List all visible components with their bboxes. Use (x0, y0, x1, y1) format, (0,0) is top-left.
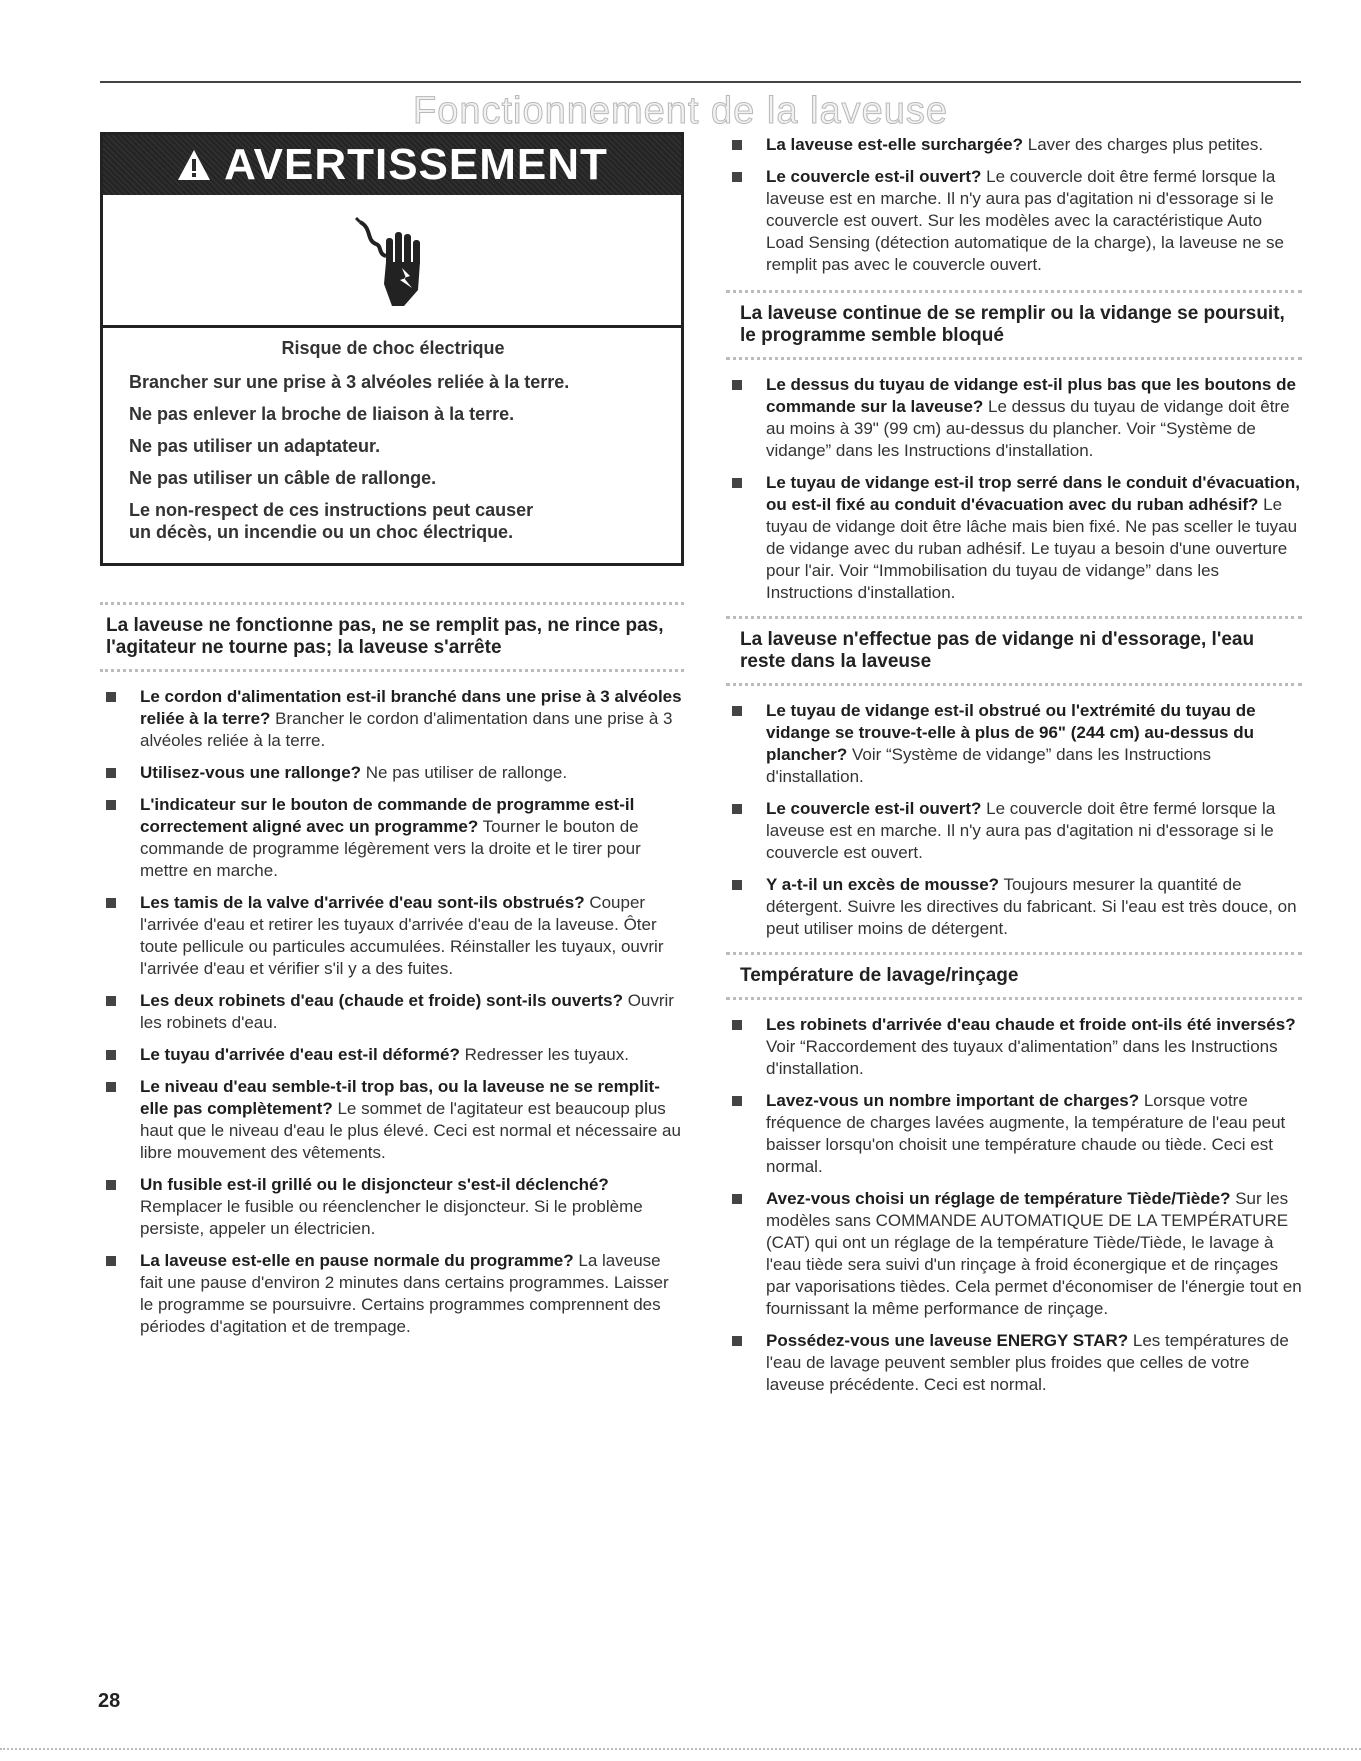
square-bullet-icon (106, 1180, 116, 1190)
section-rule (726, 683, 1302, 686)
item-answer: Le tuyau de vidange doit être lâche mais bien fixé. Ne pas sceller le tuyau de vidange avec du ruban adhésif. Le tuyau a besoin d'une ouverture pour l'air. Voir “Immobilisation du tuyau de vidange” dans les Instructions d'installation. (766, 495, 1298, 602)
warning-consequence (129, 499, 657, 543)
list-item (726, 1090, 1302, 1178)
item-answer: Tourner le bouton de commande de programme légèrement vers la droite et le tirer pour mettre en marche. (140, 817, 641, 880)
warning-title: AVERTISSEMENT (224, 140, 608, 189)
list-item (100, 1174, 684, 1240)
list-item (100, 1250, 684, 1338)
list-item (100, 1044, 684, 1066)
section-heading: La laveuse continue de se remplir ou la vidange se poursuit, le programme semble bloqué (740, 303, 1285, 346)
section-heading: La laveuse n'effectue pas de vidange ni d'essorage, l'eau reste dans la laveuse (740, 629, 1255, 672)
warning-line: Ne pas utiliser un câble de rallonge. (129, 468, 437, 488)
warning-triangle-icon (176, 148, 212, 182)
item-question: Le couvercle est-il ouvert? (766, 167, 982, 186)
square-bullet-icon (732, 478, 742, 488)
item-answer: Ouvrir les robinets d'eau. (140, 991, 674, 1032)
item-question: Le cordon d'alimentation est-il branché dans une prise à 3 alvéoles reliée à la terre? (140, 687, 682, 728)
troubleshooting-list (726, 700, 1302, 940)
section-rule (726, 290, 1302, 293)
item-answer: Laver des charges plus petites. (1023, 135, 1264, 154)
section-rule (726, 357, 1302, 360)
list-item (726, 134, 1302, 156)
left-column (100, 132, 684, 1348)
item-question: Le niveau d'eau semble-t-il trop bas, ou la laveuse ne se remplit-elle pas complètement? (140, 1077, 660, 1118)
square-bullet-icon (732, 1020, 742, 1030)
section-rule (726, 952, 1302, 955)
warning-line: Brancher sur une prise à 3 alvéoles reliée à la terre. (129, 372, 570, 392)
warning-text (103, 328, 681, 563)
item-answer: Le dessus du tuyau de vidange doit être au moins à 39" (99 cm) au-dessus du plancher. Voir “Système de vidange” dans les Instructions d'installation. (766, 397, 1290, 460)
square-bullet-icon (732, 880, 742, 890)
list-item (100, 892, 684, 980)
list-item (100, 1076, 684, 1164)
list-item (726, 1188, 1302, 1320)
item-answer: Ne pas utiliser de rallonge. (361, 763, 568, 782)
list-item (726, 374, 1302, 462)
troubleshooting-list (100, 686, 684, 1338)
warning-symbol-area (103, 195, 681, 328)
warning-box (100, 132, 684, 566)
item-answer: Voir “Système de vidange” dans les Instructions d'installation. (766, 745, 1212, 786)
square-bullet-icon (106, 1082, 116, 1092)
list-item (726, 472, 1302, 604)
square-bullet-icon (106, 996, 116, 1006)
square-bullet-icon (732, 1336, 742, 1346)
square-bullet-icon (106, 1050, 116, 1060)
warning-header (103, 135, 681, 195)
square-bullet-icon (106, 1256, 116, 1266)
item-answer: Le couvercle doit être fermé lorsque la laveuse est en marche. Il n'y aura pas d'agitation ni d'essorage si le couvercle est ouvert. (766, 799, 1276, 862)
item-question: Lavez-vous un nombre important de charges? (766, 1091, 1140, 1110)
troubleshooting-list (726, 1014, 1302, 1396)
item-question: Le couvercle est-il ouvert? (766, 799, 982, 818)
item-question: Les robinets d'arrivée d'eau chaude et froide ont-ils été inversés? (766, 1015, 1296, 1034)
item-question: Le tuyau d'arrivée d'eau est-il déformé? (140, 1045, 460, 1064)
section-rule (100, 669, 684, 672)
list-item (100, 762, 684, 784)
item-question: Les deux robinets d'eau (chaude et froide) sont-ils ouverts? (140, 991, 623, 1010)
item-question: Avez-vous choisi un réglage de température Tiède/Tiède? (766, 1189, 1231, 1208)
item-answer: Couper l'arrivée d'eau et retirer les tuyaux d'arrivée d'eau de la laveuse. Ôter toute pellicule ou particules accumulées. Réinstaller les tuyaux, ouvrir l'arrivée d'eau et vérifier s'il y a des fuites. (140, 893, 664, 978)
list-item (726, 700, 1302, 788)
list-item (100, 686, 684, 752)
square-bullet-icon (732, 1194, 742, 1204)
item-answer: Brancher le cordon d'alimentation dans une prise à 3 alvéoles reliée à la terre. (140, 709, 673, 750)
item-answer: Les températures de l'eau de lavage peuvent sembler plus froides que celles de votre laveuse précédente. Ceci est normal. (766, 1331, 1289, 1394)
electric-shock-hand-icon (352, 210, 432, 310)
section-rule (100, 602, 684, 605)
item-answer: Redresser les tuyaux. (459, 1045, 629, 1064)
item-question: Le tuyau de vidange est-il obstrué ou l'extrémité du tuyau de vidange se trouve-t-elle à plus de 96" (244 cm) au-dessus du plancher? (766, 701, 1256, 764)
item-answer: Remplacer le fusible ou réenclencher le disjoncteur. Si le problème persiste, appeler un électricien. (140, 1197, 643, 1238)
item-question: Possédez-vous une laveuse ENERGY STAR? (766, 1331, 1129, 1350)
item-answer: Le sommet de l'agitateur est beaucoup plus haut que le niveau d'eau le plus élevé. Ceci est normal et nécessaire au libre mouvement des vêtements. (140, 1099, 681, 1162)
item-question: Le dessus du tuyau de vidange est-il plus bas que les boutons de commande sur la laveuse? (766, 375, 1296, 416)
warning-heading: Risque de choc électrique (281, 338, 505, 358)
square-bullet-icon (732, 140, 742, 150)
page-number: 28 (98, 1690, 121, 1712)
item-question: Utilisez-vous une rallonge? (140, 763, 362, 782)
square-bullet-icon (106, 898, 116, 908)
square-bullet-icon (732, 172, 742, 182)
item-question: Les tamis de la valve d'arrivée d'eau sont-ils obstrués? (140, 893, 585, 912)
square-bullet-icon (106, 800, 116, 810)
item-question: L'indicateur sur le bouton de commande de programme est-il correctement aligné avec un programme? (140, 795, 635, 836)
item-answer: Sur les modèles sans COMMANDE AUTOMATIQUE DE LA TEMPÉRATURE (CAT) qui ont un réglage de la température Tiède/Tiède, le lavage à l'eau tiède sera suivi d'un rinçage à froid éconergique et de rinçages par vaporisations tièdes. Cela permet d'économiser de l'énergie tout en fournissant la même performance de rinçage. (766, 1189, 1302, 1318)
item-question: Un fusible est-il grillé ou le disjoncteur s'est-il déclenché? (140, 1175, 609, 1194)
item-question: Y a-t-il un excès de mousse? (766, 875, 1000, 894)
list-item (100, 794, 684, 882)
page-title: Fonctionnement de la laveuse (413, 90, 948, 132)
warning-consequence-line: Le non-respect de ces instructions peut causer (129, 500, 534, 520)
square-bullet-icon (106, 692, 116, 702)
item-question: La laveuse est-elle surchargée? (766, 135, 1024, 154)
troubleshooting-list (726, 374, 1302, 604)
item-answer: Voir “Raccordement des tuyaux d'alimentation” dans les Instructions d'installation. (766, 1037, 1278, 1078)
troubleshooting-list (726, 134, 1302, 276)
square-bullet-icon (732, 706, 742, 716)
warning-consequence-line: un décès, un incendie ou un choc électrique. (129, 522, 514, 542)
item-answer: Lorsque votre fréquence de charges lavées augmente, la température de l'eau peut baisser lorsqu'on choisit une température chaude ou tiède. Ceci est normal. (766, 1091, 1286, 1176)
list-item (726, 798, 1302, 864)
square-bullet-icon (732, 1096, 742, 1106)
section-rule (726, 997, 1302, 1000)
square-bullet-icon (732, 380, 742, 390)
warning-line: Ne pas utiliser un adaptateur. (129, 436, 381, 456)
list-item (726, 1014, 1302, 1080)
section-heading: Température de lavage/rinçage (740, 965, 1019, 986)
section-rule (726, 616, 1302, 619)
item-answer: Toujours mesurer la quantité de détergent. Suivre les directives du fabricant. Si l'eau est très douce, on peut utiliser moins de détergent. (766, 875, 1297, 938)
section-heading: La laveuse ne fonctionne pas, ne se remplit pas, ne rince pas, l'agitateur ne tourne pas; la laveuse s'arrête (106, 615, 664, 658)
warning-line: Ne pas enlever la broche de liaison à la terre. (129, 404, 515, 424)
right-column (726, 134, 1302, 1406)
item-answer: Le couvercle doit être fermé lorsque la laveuse est en marche. Il n'y aura pas d'agitation ni d'essorage si le couvercle est ouvert. Sur les modèles avec la caractéristique Auto Load Sensing (détection automatique de la charge), la laveuse ne se remplit pas avec le couvercle ouvert. (766, 167, 1284, 274)
list-item (726, 1330, 1302, 1396)
list-item (726, 166, 1302, 276)
list-item (100, 990, 684, 1034)
list-item (726, 874, 1302, 940)
square-bullet-icon (732, 804, 742, 814)
item-question: Le tuyau de vidange est-il trop serré dans le conduit d'évacuation, ou est-il fixé au conduit d'évacuation avec du ruban adhésif? (766, 473, 1300, 514)
bottom-rule (0, 1748, 1361, 1750)
item-answer: La laveuse fait une pause d'environ 2 minutes dans certains programmes. Laisser le programme se poursuivre. Certains programmes comprennent des périodes d'agitation et de trempage. (140, 1251, 669, 1336)
square-bullet-icon (106, 768, 116, 778)
item-question: La laveuse est-elle en pause normale du programme? (140, 1251, 574, 1270)
top-rule (100, 81, 1301, 83)
